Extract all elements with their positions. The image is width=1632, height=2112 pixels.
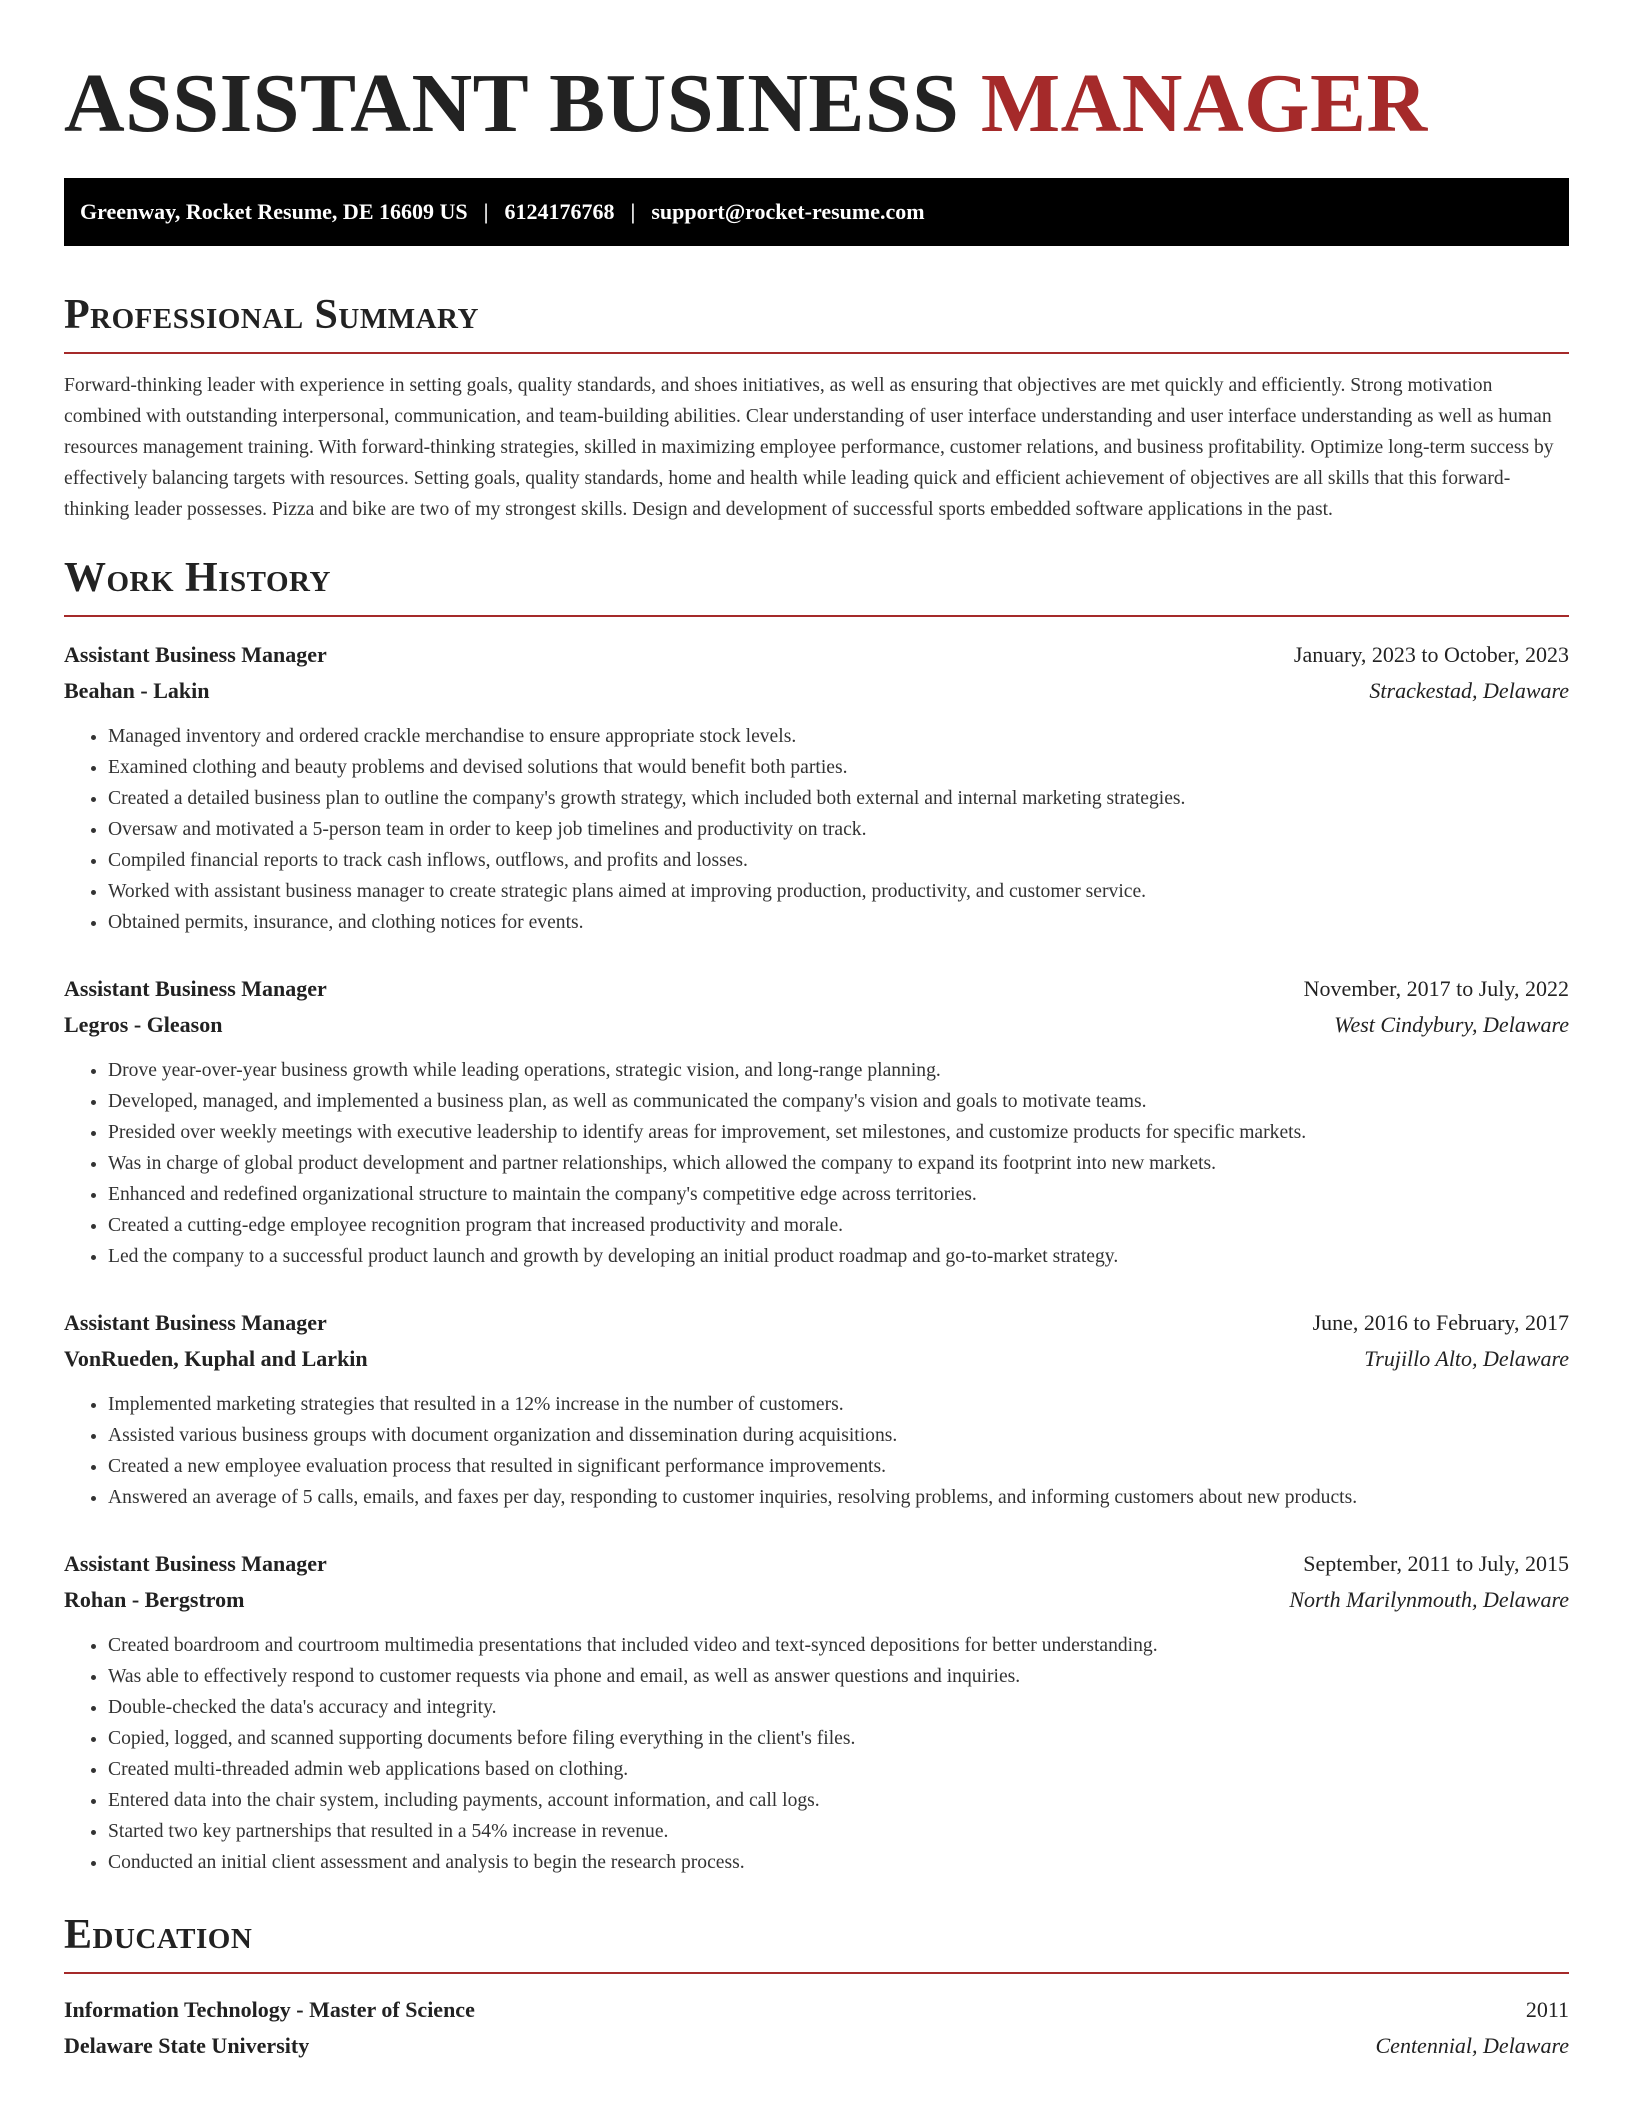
- contact-bar: [64, 178, 1569, 246]
- job-header-row: [64, 1546, 1569, 1582]
- job-company-row: [64, 1341, 1569, 1377]
- education-location: Centennial, Delaware: [1375, 2033, 1569, 2058]
- contact-separator: |: [630, 199, 636, 224]
- job-company: VonRueden, Kuphal and Larkin: [64, 1346, 368, 1371]
- job-bullet: • Obtained permits, insurance, and clothing notices for events.: [108, 907, 1569, 938]
- job-title: Assistant Business Manager: [64, 642, 327, 667]
- education-year: 2011: [1525, 1997, 1569, 2022]
- work-history-list: [64, 637, 1569, 1878]
- job-bullet: • Created a new employee evaluation process that resulted in significant performance improvements.: [108, 1451, 1569, 1482]
- job-dates: November, 2017 to July, 2022: [1303, 976, 1569, 1001]
- job-entry: [64, 1305, 1569, 1513]
- section-divider: [64, 1972, 1569, 1974]
- job-bullet: • Created multi-threaded admin web applications based on clothing.: [108, 1754, 1569, 1785]
- job-dates: September, 2011 to July, 2015: [1303, 1551, 1569, 1576]
- job-bullet: • Created boardroom and courtroom multimedia presentations that included video and text-synced depositions for better understanding.: [108, 1630, 1569, 1661]
- job-entry: [64, 1546, 1569, 1878]
- job-bullet: • Compiled financial reports to track cash inflows, outflows, and profits and losses.: [108, 845, 1569, 876]
- job-company: Beahan - Lakin: [64, 678, 210, 703]
- job-bullets: [64, 1055, 1569, 1272]
- job-entry: [64, 971, 1569, 1272]
- job-bullets: [64, 721, 1569, 938]
- job-location: West Cindybury, Delaware: [1334, 1012, 1569, 1037]
- job-company-row: [64, 1007, 1569, 1043]
- job-bullet: • Was able to effectively respond to customer requests via phone and email, as well as answer questions and inquiries.: [108, 1661, 1569, 1692]
- education-school-row: [64, 2028, 1569, 2064]
- job-company-row: [64, 1582, 1569, 1618]
- job-entry: [64, 637, 1569, 938]
- job-bullet: • Created a cutting-edge employee recognition program that increased productivity and morale.: [108, 1210, 1569, 1241]
- contact-address: Greenway, Rocket Resume, DE 16609 US: [80, 199, 468, 224]
- resume-title: [64, 56, 1569, 152]
- section-title-work-history: Work History: [64, 555, 331, 601]
- job-bullets: [64, 1389, 1569, 1513]
- contact-phone: 6124176768: [504, 199, 615, 224]
- job-title: Assistant Business Manager: [64, 976, 327, 1001]
- job-bullet: • Drove year-over-year business growth while leading operations, strategic vision, and long-range planning.: [108, 1055, 1569, 1086]
- job-bullet: • Managed inventory and ordered crackle merchandise to ensure appropriate stock levels.: [108, 721, 1569, 752]
- job-bullet: • Copied, logged, and scanned supporting documents before filing everything in the client's files.: [108, 1723, 1569, 1754]
- job-bullet: • Developed, managed, and implemented a business plan, as well as communicated the company's vision and goals to motivate teams.: [108, 1086, 1569, 1117]
- education-list: [64, 1992, 1569, 2064]
- job-bullets: [64, 1630, 1569, 1878]
- job-location: Trujillo Alto, Delaware: [1364, 1346, 1569, 1371]
- job-bullet: • Presided over weekly meetings with executive leadership to identify areas for improvement, set milestones, and customize products for specific markets.: [108, 1117, 1569, 1148]
- section-title-education: Education: [64, 1912, 253, 1958]
- contact-email: support@rocket-resume.com: [651, 199, 925, 224]
- job-location: North Marilynmouth, Delaware: [1289, 1587, 1569, 1612]
- job-title: Assistant Business Manager: [64, 1310, 327, 1335]
- job-bullet: • Created a detailed business plan to outline the company's growth strategy, which included both external and internal marketing strategies.: [108, 783, 1569, 814]
- job-location: Strackestad, Delaware: [1369, 678, 1569, 703]
- job-bullet: • Worked with assistant business manager to create strategic plans aimed at improving production, productivity, and customer service.: [108, 876, 1569, 907]
- job-bullet: • Oversaw and motivated a 5-person team in order to keep job timelines and productivity on track.: [108, 814, 1569, 845]
- job-title: Assistant Business Manager: [64, 1551, 327, 1576]
- job-bullet: • Started two key partnerships that resulted in a 54% increase in revenue.: [108, 1816, 1569, 1847]
- summary-text: Forward-thinking leader with experience in setting goals, quality standards, and shoes initiatives, as well as ensuring that objectives are met quickly and efficiently. Strong motivation combined with outstanding interpersonal, communication, and team-building abilities. Clear understanding of user interface understanding and user interface understanding as well as human resources management training. With forward-thinking strategies, skilled in maximizing employee performance, customer relations, and business profitability. Optimize long-term success by effectively balancing targets with resources. Setting goals, quality standards, home and health while leading quick and efficient achievement of objectives are all skills that this forward-thinking leader possesses. Pizza and bike are two of my strongest skills. Design and development of successful sports embedded software applications in the past.: [64, 375, 1554, 520]
- job-header-row: [64, 637, 1569, 673]
- job-bullet: • Led the company to a successful product launch and growth by developing an initial product roadmap and go-to-market strategy.: [108, 1241, 1569, 1272]
- title-accent: MANAGER: [980, 57, 1428, 150]
- job-company-row: [64, 673, 1569, 709]
- job-bullet: • Double-checked the data's accuracy and integrity.: [108, 1692, 1569, 1723]
- job-dates: January, 2023 to October, 2023: [1293, 642, 1569, 667]
- title-main: ASSISTANT BUSINESS: [64, 57, 960, 150]
- job-dates: June, 2016 to February, 2017: [1312, 1310, 1569, 1335]
- section-divider: [64, 615, 1569, 617]
- education-header-row: [64, 1992, 1569, 2028]
- job-header-row: [64, 1305, 1569, 1341]
- contact-separator: |: [483, 199, 489, 224]
- resume-page: [64, 0, 1569, 2064]
- job-company: Legros - Gleason: [64, 1012, 223, 1037]
- job-bullet: • Examined clothing and beauty problems and devised solutions that would benefit both parties.: [108, 752, 1569, 783]
- job-bullet: • Answered an average of 5 calls, emails, and faxes per day, responding to customer inquiries, resolving problems, and informing customers about new products.: [108, 1482, 1569, 1513]
- job-company: Rohan - Bergstrom: [64, 1587, 245, 1612]
- education-degree: Information Technology - Master of Science: [64, 1997, 475, 2022]
- job-header-row: [64, 971, 1569, 1007]
- job-bullet: • Was in charge of global product development and partner relationships, which allowed the company to expand its footprint into new markets.: [108, 1148, 1569, 1179]
- section-divider: [64, 352, 1569, 354]
- job-bullet: • Entered data into the chair system, including payments, account information, and call logs.: [108, 1785, 1569, 1816]
- education-school: Delaware State University: [64, 2033, 310, 2058]
- job-bullet: • Assisted various business groups with document organization and dissemination during acquisitions.: [108, 1420, 1569, 1451]
- section-title-summary: Professional Summary: [64, 292, 479, 338]
- education-entry: [64, 1992, 1569, 2064]
- job-bullet: • Enhanced and redefined organizational structure to maintain the company's competitive edge across territories.: [108, 1179, 1569, 1210]
- job-bullet: • Conducted an initial client assessment and analysis to begin the research process.: [108, 1847, 1569, 1878]
- job-bullet: • Implemented marketing strategies that resulted in a 12% increase in the number of customers.: [108, 1389, 1569, 1420]
